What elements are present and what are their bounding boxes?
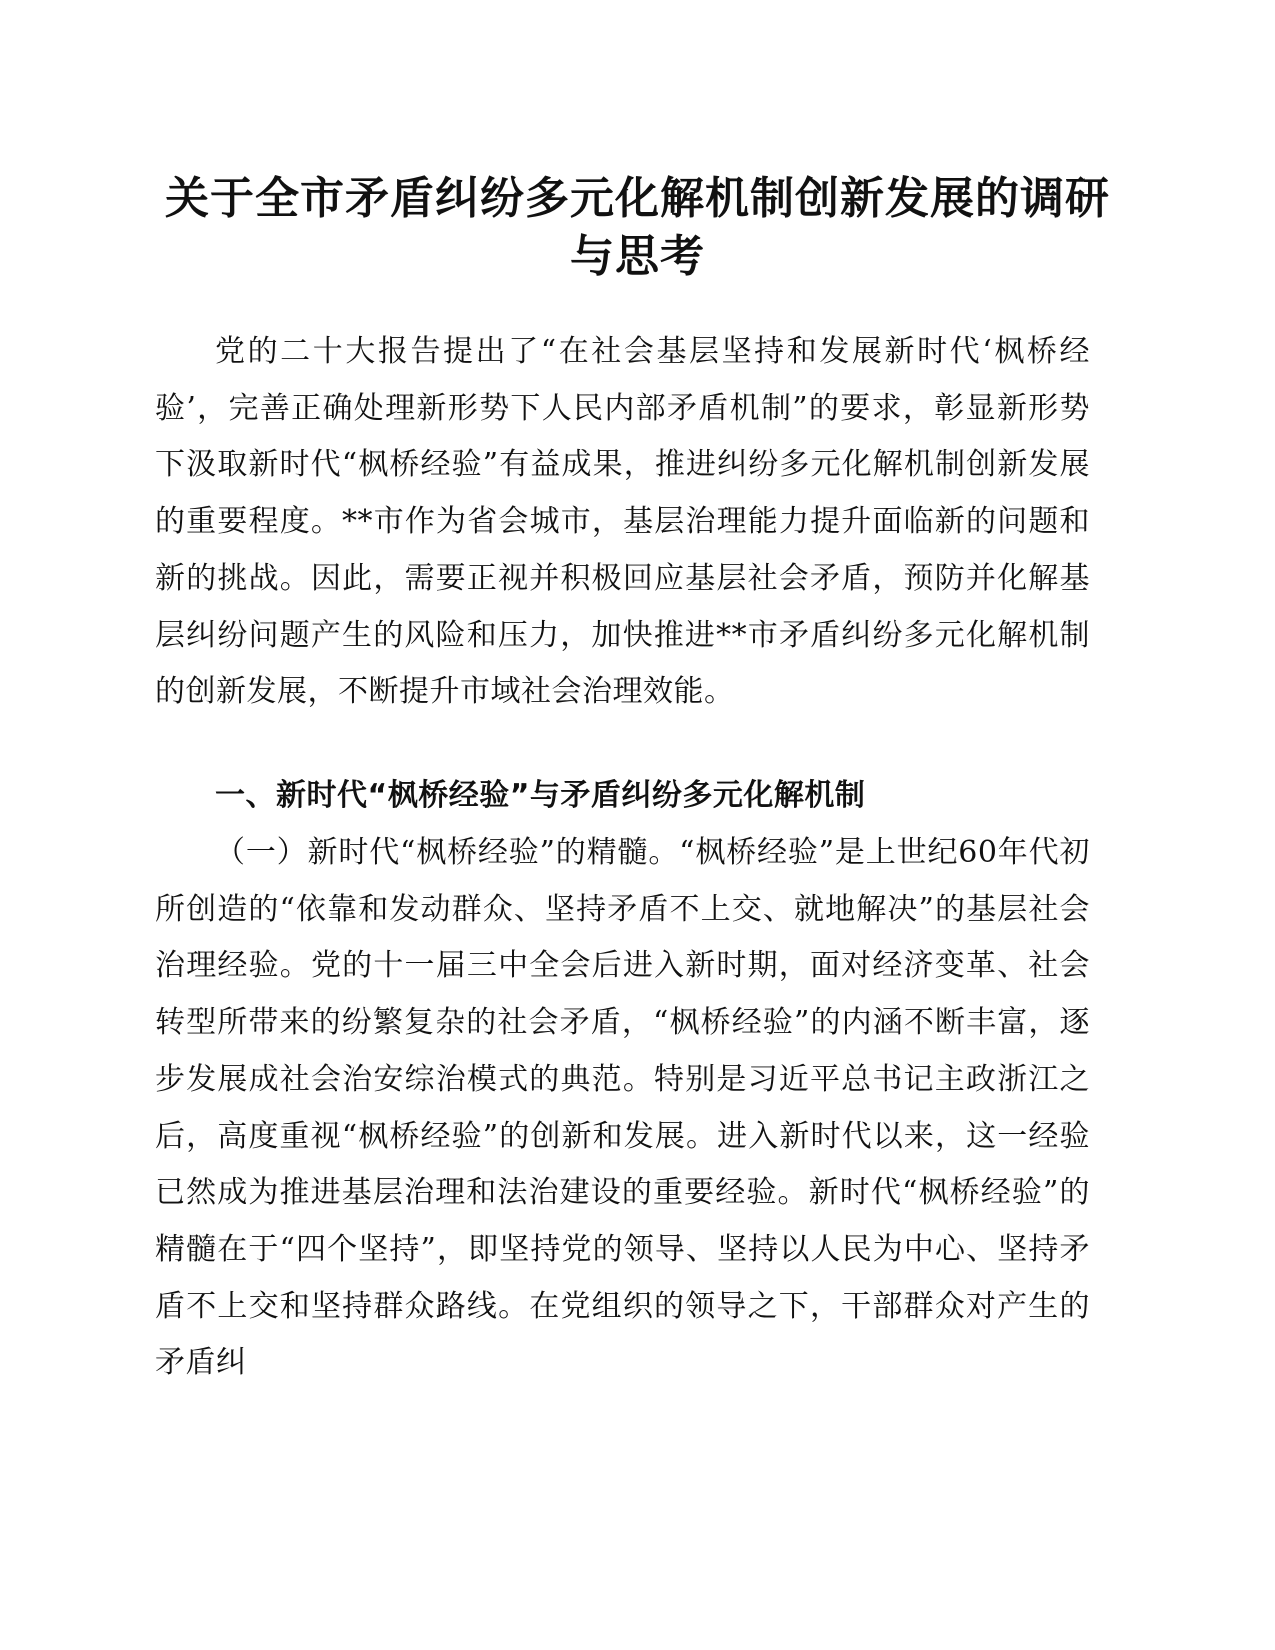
body-paragraph: （一）新时代“枫桥经验”的精髓。“枫桥经验”是上世纪60年代初所创造的“依靠和发动群众、坚持矛盾不上交、就地解决”的基层社会治理经验。党的十一届三中全会后进入新时期，面对经济变革、社会转型所带来的纷繁复杂的社会矛盾，“枫桥经验”的内涵不断丰富，逐步发展成社会治安综治模式的典范。特别是习近平总书记主政浙江之后，高度重视“枫桥经验”的创新和发展。进入新时代以来，这一经验已然成为推进基层治理和法治建设的重要经验。新时代“枫桥经验”的精髓在于“四个坚持”，即坚持党的领导、坚持以人民为中心、坚持矛盾不上交和坚持群众路线。在党组织的领导之下，干部群众对产生的矛盾纠	[155, 835, 1090, 1381]
document-title: 关于全市矛盾纠纷多元化解机制创新发展的调研与思考	[165, 173, 1110, 282]
intro-paragraph: 党的二十大报告提出了“在社会基层坚持和发展新时代‘枫桥经验’，完善正确处理新形势下人民内部矛盾机制”的要求，彰显新形势下汲取新时代“枫桥经验”有益成果，推进纠纷多元化解机制创新发展的重要程度。**市作为省会城市，基层治理能力提升面临新的问题和新的挑战。因此，需要正视并积极回应基层社会矛盾，预防并化解基层纠纷问题产生的风险和压力，加快推进**市矛盾纠纷多元化解机制的创新发展，不断提升市域社会治理效能。	[155, 334, 1090, 710]
section-heading: 一、新时代“枫桥经验”与矛盾纠纷多元化解机制	[215, 778, 866, 813]
